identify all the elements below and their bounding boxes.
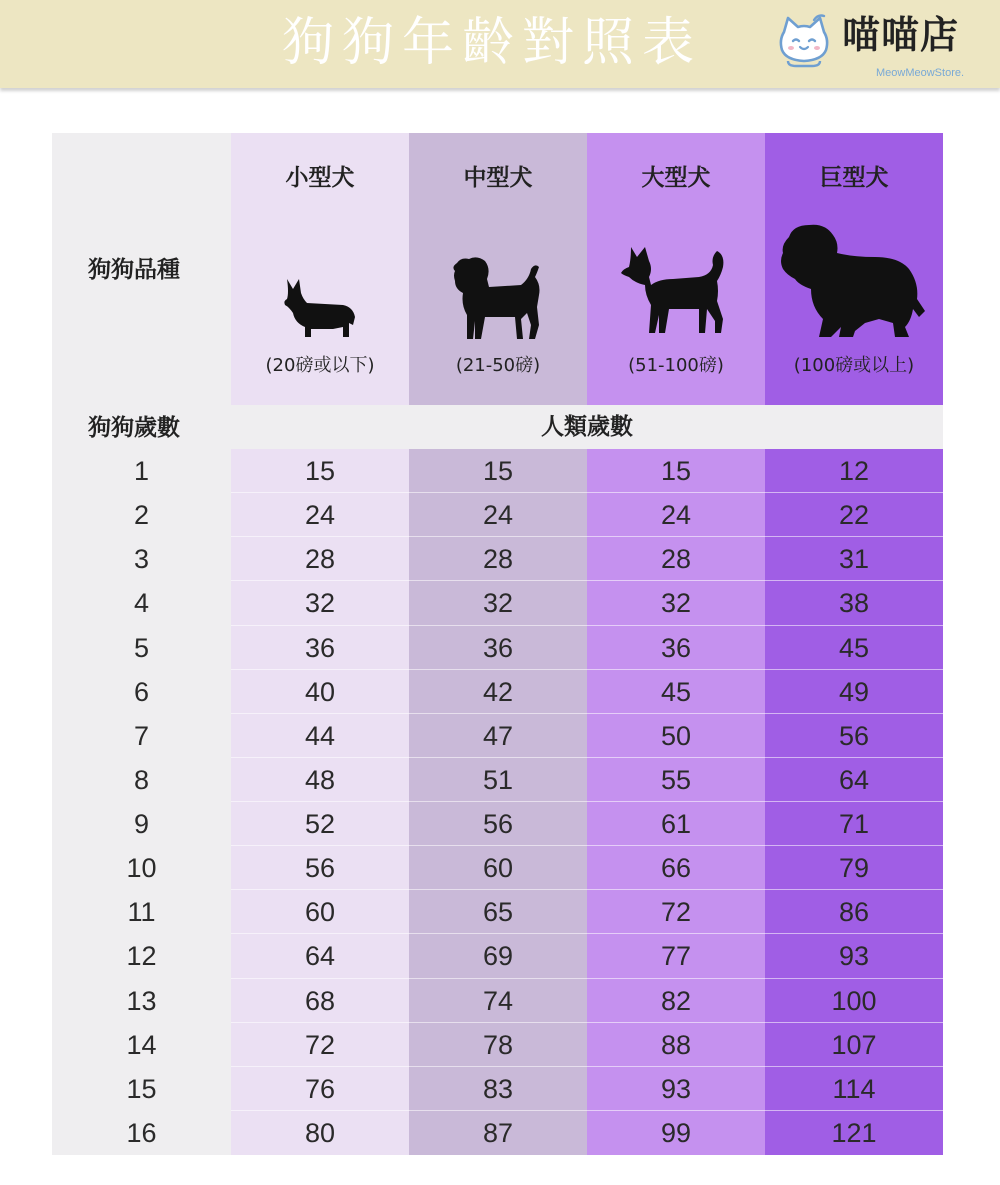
table-row xyxy=(52,890,943,934)
giant-dog-human-age-cell: 45 xyxy=(765,626,943,670)
brand-subtitle: MeowMeowStore. xyxy=(876,67,965,79)
medium-dog-human-age-cell: 65 xyxy=(409,890,587,934)
table-row xyxy=(52,449,943,493)
medium-dog-human-age-cell: 74 xyxy=(409,979,587,1023)
dog-age-cell: 7 xyxy=(133,720,150,751)
medium-dog-human-age-cell: 32 xyxy=(409,581,587,625)
large-dog-human-age-cell: 88 xyxy=(587,1023,765,1067)
giant-dog-human-age-cell: 93 xyxy=(765,934,943,978)
table-row xyxy=(52,493,943,537)
cat-face-icon xyxy=(774,10,834,70)
header-banner xyxy=(0,0,1000,88)
large-dog-human-age-cell: 66 xyxy=(587,846,765,890)
breed-label: 狗狗品種 xyxy=(88,257,180,283)
medium-dog-human-age-cell: 87 xyxy=(409,1111,587,1155)
small-dog-human-age-cell: 64 xyxy=(231,934,409,978)
medium-dog-human-age-cell: 60 xyxy=(409,846,587,890)
st-bernard-silhouette-icon xyxy=(779,223,929,339)
giant-dog-human-age-cell: 38 xyxy=(765,581,943,625)
large-dog-human-age-cell: 28 xyxy=(587,537,765,581)
small-dog-human-age-cell: 44 xyxy=(231,714,409,758)
giant-dog-human-age-cell: 100 xyxy=(765,979,943,1023)
medium-dog-human-age-cell: 69 xyxy=(409,934,587,978)
table-row xyxy=(52,626,943,670)
large-dog-human-age-cell: 55 xyxy=(587,758,765,802)
dog-age-cell: 10 xyxy=(126,853,157,884)
small-dog-human-age-cell: 15 xyxy=(231,449,409,493)
small-dog-human-age-cell: 52 xyxy=(231,802,409,846)
medium-dog-human-age-cell: 15 xyxy=(409,449,587,493)
age-rows xyxy=(52,449,943,1155)
dog-age-cell: 14 xyxy=(126,1029,157,1060)
giant-dog-human-age-cell: 22 xyxy=(765,493,943,537)
small-dog-human-age-cell: 80 xyxy=(231,1111,409,1155)
large-dog-human-age-cell: 24 xyxy=(587,493,765,537)
medium-dog-human-age-cell: 42 xyxy=(409,670,587,714)
dog-age-cell: 8 xyxy=(133,764,150,795)
medium-dog-human-age-cell: 28 xyxy=(409,537,587,581)
shiba-silhouette-icon xyxy=(619,243,729,337)
giant-dog-human-age-cell: 31 xyxy=(765,537,943,581)
giant-dog-human-age-cell: 56 xyxy=(765,714,943,758)
table-row xyxy=(52,846,943,890)
small-dog-human-age-cell: 28 xyxy=(231,537,409,581)
dog-age-cell: 12 xyxy=(126,941,157,972)
size-column-small xyxy=(231,133,409,405)
size-column-large xyxy=(587,133,765,405)
small-dog-human-age-cell: 68 xyxy=(231,979,409,1023)
dog-age-cell: 1 xyxy=(133,456,150,486)
human-age-header: 人類歲數 xyxy=(231,405,943,449)
table-row xyxy=(52,1023,943,1067)
large-dog-human-age-cell: 77 xyxy=(587,934,765,978)
size-weight-medium: (21-50磅) xyxy=(455,355,541,376)
table-row xyxy=(52,802,943,846)
large-dog-human-age-cell: 32 xyxy=(587,581,765,625)
medium-dog-human-age-cell: 56 xyxy=(409,802,587,846)
medium-dog-human-age-cell: 83 xyxy=(409,1067,587,1111)
size-name-large: 大型犬 xyxy=(641,165,711,191)
small-dog-human-age-cell: 56 xyxy=(231,846,409,890)
dog-age-cell: 11 xyxy=(127,897,156,928)
size-weight-small: (20磅或以下) xyxy=(265,355,375,376)
giant-dog-human-age-cell: 12 xyxy=(765,449,943,493)
giant-dog-human-age-cell: 79 xyxy=(765,846,943,890)
sharpei-silhouette-icon xyxy=(451,255,547,341)
dog-age-cell: 3 xyxy=(133,544,150,575)
medium-dog-human-age-cell: 47 xyxy=(409,714,587,758)
dog-age-cell: 5 xyxy=(133,632,150,663)
giant-dog-human-age-cell: 121 xyxy=(765,1111,943,1155)
small-dog-human-age-cell: 40 xyxy=(231,670,409,714)
giant-dog-human-age-cell: 86 xyxy=(765,890,943,934)
size-name-small: 小型犬 xyxy=(285,165,355,191)
size-weight-large: (51-100磅) xyxy=(628,355,724,376)
dog-age-cell: 2 xyxy=(133,500,150,531)
large-dog-human-age-cell: 36 xyxy=(587,626,765,670)
giant-dog-human-age-cell: 107 xyxy=(765,1023,943,1067)
dog-age-table xyxy=(52,133,943,1155)
table-row xyxy=(52,537,943,581)
large-dog-human-age-cell: 61 xyxy=(587,802,765,846)
large-dog-human-age-cell: 93 xyxy=(587,1067,765,1111)
medium-dog-human-age-cell: 51 xyxy=(409,758,587,802)
dog-age-cell: 15 xyxy=(126,1073,157,1104)
giant-dog-human-age-cell: 64 xyxy=(765,758,943,802)
size-column-medium xyxy=(409,133,587,405)
giant-dog-human-age-cell: 114 xyxy=(765,1067,943,1111)
medium-dog-human-age-cell: 78 xyxy=(409,1023,587,1067)
table-row xyxy=(52,758,943,802)
table-row xyxy=(52,714,943,758)
large-dog-human-age-cell: 45 xyxy=(587,670,765,714)
dog-age-cell: 13 xyxy=(126,985,157,1016)
corgi-silhouette-icon xyxy=(283,277,359,339)
table-row xyxy=(52,979,943,1023)
large-dog-human-age-cell: 15 xyxy=(587,449,765,493)
brand-name: 喵喵店 xyxy=(842,13,960,57)
giant-dog-human-age-cell: 49 xyxy=(765,670,943,714)
table-row xyxy=(52,581,943,625)
table-row xyxy=(52,670,943,714)
dog-age-label: 狗狗歲數 xyxy=(88,415,180,441)
dog-age-cell: 9 xyxy=(133,809,150,839)
large-dog-human-age-cell: 72 xyxy=(587,890,765,934)
large-dog-human-age-cell: 99 xyxy=(587,1111,765,1155)
small-dog-human-age-cell: 60 xyxy=(231,890,409,934)
table-row xyxy=(52,1067,943,1111)
size-name-giant: 巨型犬 xyxy=(819,165,889,191)
medium-dog-human-age-cell: 36 xyxy=(409,626,587,670)
small-dog-human-age-cell: 32 xyxy=(231,581,409,625)
small-dog-human-age-cell: 36 xyxy=(231,626,409,670)
dog-age-cell: 6 xyxy=(133,676,150,707)
size-column-giant xyxy=(765,133,943,405)
small-dog-human-age-cell: 72 xyxy=(231,1023,409,1067)
size-weight-giant: (100磅或以上) xyxy=(793,355,915,376)
size-name-medium: 中型犬 xyxy=(463,165,533,191)
small-dog-human-age-cell: 24 xyxy=(231,493,409,537)
small-dog-human-age-cell: 48 xyxy=(231,758,409,802)
giant-dog-human-age-cell: 71 xyxy=(765,802,943,846)
dog-age-cell: 4 xyxy=(133,588,150,619)
dog-age-cell: 16 xyxy=(126,1117,157,1148)
table-row xyxy=(52,934,943,978)
page-title: 狗狗年齡對照表 xyxy=(282,13,703,73)
small-dog-human-age-cell: 76 xyxy=(231,1067,409,1111)
table-row xyxy=(52,1111,943,1155)
large-dog-human-age-cell: 82 xyxy=(587,979,765,1023)
large-dog-human-age-cell: 50 xyxy=(587,714,765,758)
medium-dog-human-age-cell: 24 xyxy=(409,493,587,537)
